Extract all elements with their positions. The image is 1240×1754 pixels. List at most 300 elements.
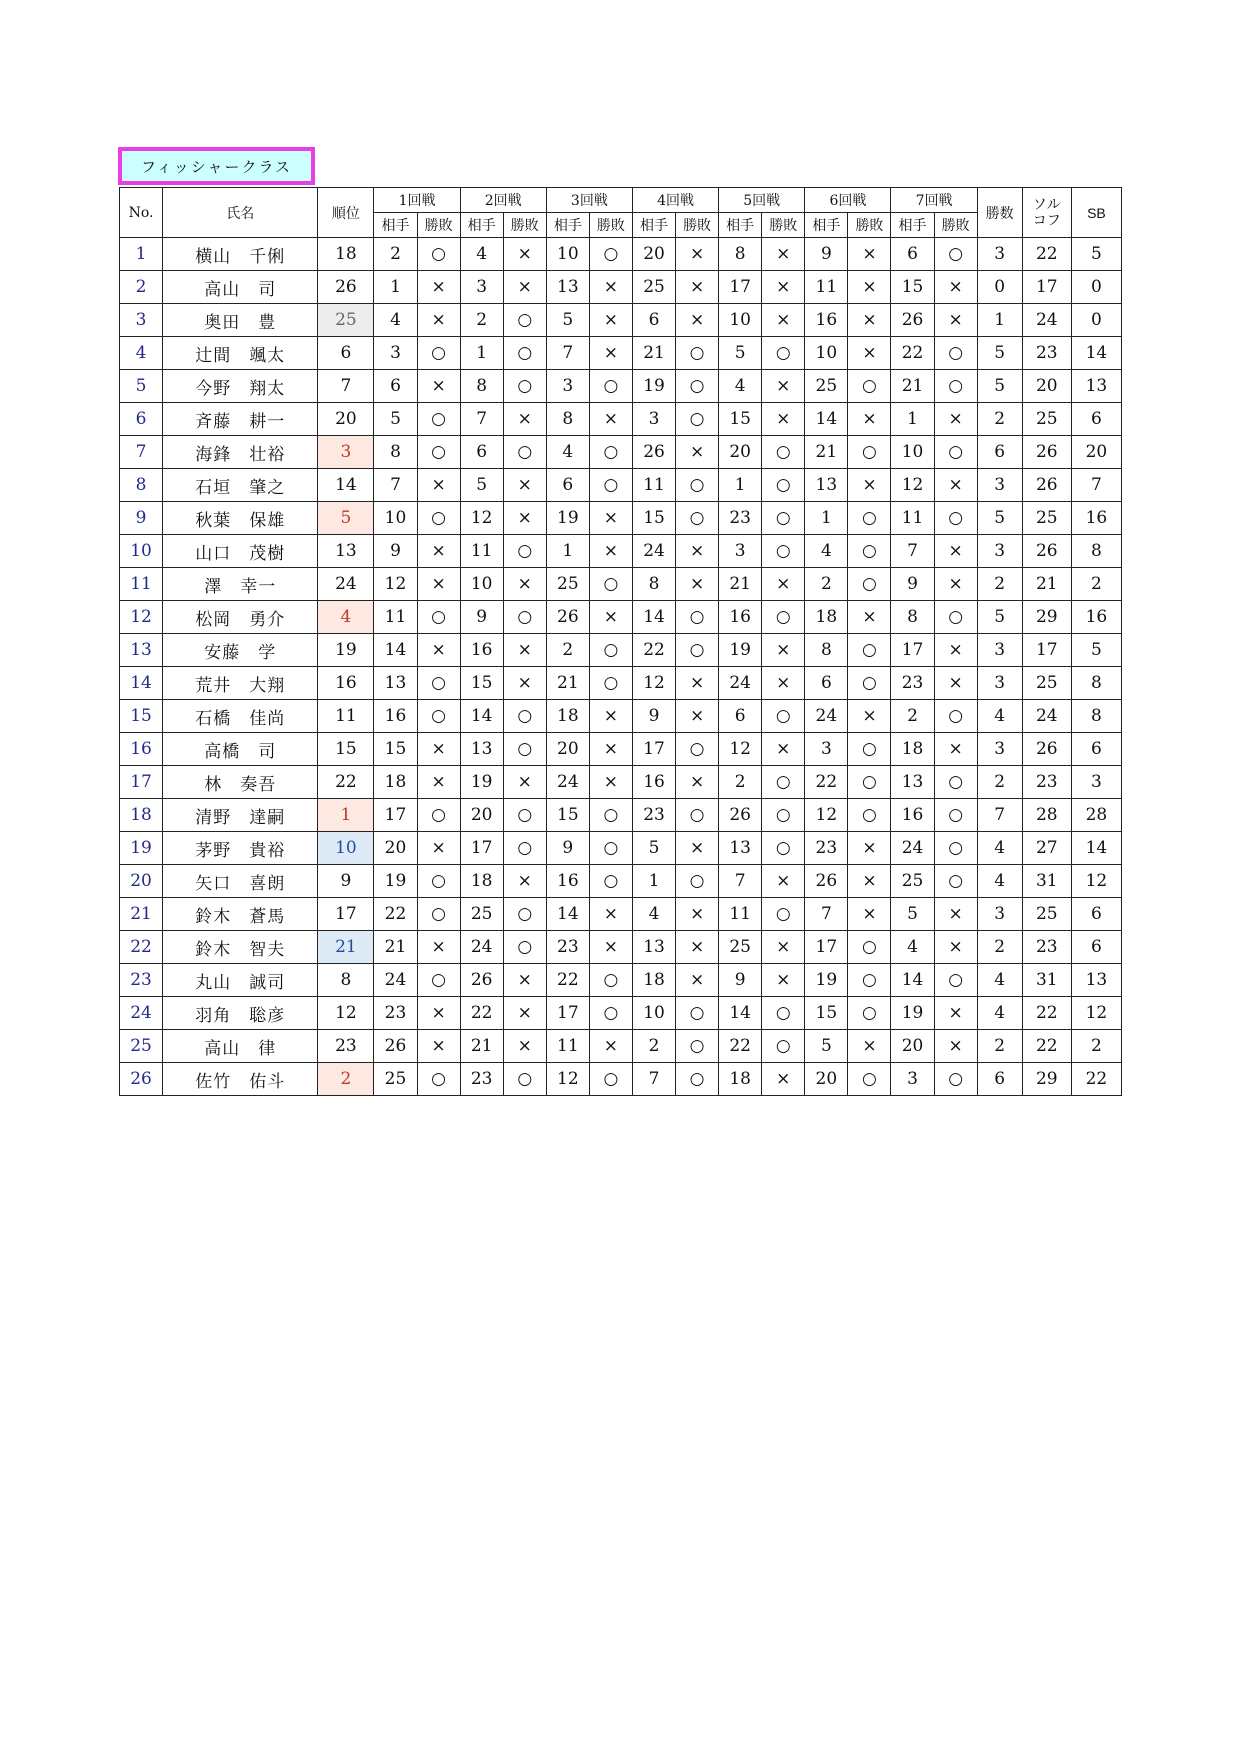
player-solkoff: 24	[1022, 304, 1071, 337]
round-3-result: ×	[589, 1030, 632, 1063]
player-number: 26	[120, 1063, 163, 1096]
player-solkoff: 22	[1022, 1030, 1071, 1063]
round-6-result: ○	[848, 799, 891, 832]
player-number: 12	[120, 601, 163, 634]
round-1-opponent: 12	[374, 568, 417, 601]
player-number: 17	[120, 766, 163, 799]
round-5-result: ×	[762, 568, 805, 601]
player-solkoff: 25	[1022, 502, 1071, 535]
round-4-opponent: 22	[632, 634, 675, 667]
round-5-opponent: 22	[719, 1030, 762, 1063]
table-row	[120, 634, 1122, 667]
table-header	[120, 188, 1122, 238]
round-3-result: ○	[589, 370, 632, 403]
round-3-opponent: 6	[546, 469, 589, 502]
round-7-result: ○	[934, 337, 977, 370]
round-3-opponent: 14	[546, 898, 589, 931]
player-number: 21	[120, 898, 163, 931]
round-7-result: ×	[934, 931, 977, 964]
round-6-result: ×	[848, 271, 891, 304]
player-rank: 8	[318, 964, 374, 997]
player-sb: 12	[1071, 997, 1121, 1030]
round-6-opponent: 20	[805, 1063, 848, 1096]
round-3-result: ×	[589, 733, 632, 766]
header-opponent: 相手	[891, 213, 934, 238]
player-name: 山口 茂樹	[163, 535, 318, 568]
round-3-opponent: 12	[546, 1063, 589, 1096]
round-4-opponent: 15	[632, 502, 675, 535]
round-2-opponent: 18	[460, 865, 503, 898]
round-2-result: ×	[503, 271, 546, 304]
round-1-result: ○	[417, 436, 460, 469]
round-4-opponent: 8	[632, 568, 675, 601]
player-name: 海鋒 壮裕	[163, 436, 318, 469]
player-rank: 18	[318, 238, 374, 271]
round-3-opponent: 1	[546, 535, 589, 568]
header-opponent: 相手	[805, 213, 848, 238]
table-row	[120, 1063, 1122, 1096]
round-7-opponent: 19	[891, 997, 934, 1030]
player-rank: 6	[318, 337, 374, 370]
round-7-result: ×	[934, 634, 977, 667]
player-rank: 7	[318, 370, 374, 403]
player-sb: 13	[1071, 370, 1121, 403]
round-4-opponent: 9	[632, 700, 675, 733]
player-name: 鈴木 蒼馬	[163, 898, 318, 931]
player-rank: 5	[318, 502, 374, 535]
round-2-result: ○	[503, 700, 546, 733]
header-round-3: 3回戦	[546, 188, 632, 213]
round-3-result: ×	[589, 601, 632, 634]
round-4-opponent: 2	[632, 1030, 675, 1063]
round-2-result: ×	[503, 1030, 546, 1063]
player-solkoff: 27	[1022, 832, 1071, 865]
player-solkoff: 26	[1022, 733, 1071, 766]
round-1-opponent: 5	[374, 403, 417, 436]
player-rank: 15	[318, 733, 374, 766]
round-7-opponent: 25	[891, 865, 934, 898]
round-7-opponent: 9	[891, 568, 934, 601]
player-rank: 20	[318, 403, 374, 436]
player-rank: 3	[318, 436, 374, 469]
round-1-opponent: 15	[374, 733, 417, 766]
header-result: 勝敗	[762, 213, 805, 238]
player-wins: 4	[977, 832, 1022, 865]
player-wins: 3	[977, 238, 1022, 271]
round-7-opponent: 7	[891, 535, 934, 568]
header-round-7: 7回戦	[891, 188, 977, 213]
player-sb: 0	[1071, 271, 1121, 304]
header-opponent: 相手	[460, 213, 503, 238]
player-number: 15	[120, 700, 163, 733]
round-7-opponent: 8	[891, 601, 934, 634]
header-result: 勝敗	[934, 213, 977, 238]
round-7-result: ○	[934, 799, 977, 832]
round-3-opponent: 5	[546, 304, 589, 337]
round-4-opponent: 12	[632, 667, 675, 700]
player-wins: 0	[977, 271, 1022, 304]
player-solkoff: 17	[1022, 634, 1071, 667]
round-2-opponent: 23	[460, 1063, 503, 1096]
round-7-result: ×	[934, 469, 977, 502]
player-solkoff: 20	[1022, 370, 1071, 403]
round-3-opponent: 7	[546, 337, 589, 370]
round-4-result: ○	[676, 1030, 719, 1063]
player-sb: 8	[1071, 535, 1121, 568]
round-4-result: ○	[676, 799, 719, 832]
round-1-result: ○	[417, 502, 460, 535]
player-sb: 13	[1071, 964, 1121, 997]
player-solkoff: 25	[1022, 898, 1071, 931]
player-sb: 5	[1071, 238, 1121, 271]
round-1-result: ○	[417, 238, 460, 271]
round-1-opponent: 3	[374, 337, 417, 370]
round-5-result: ○	[762, 469, 805, 502]
header-opponent: 相手	[546, 213, 589, 238]
round-4-result: ×	[676, 238, 719, 271]
round-3-opponent: 26	[546, 601, 589, 634]
round-7-opponent: 6	[891, 238, 934, 271]
player-name: 辻間 颯太	[163, 337, 318, 370]
round-2-result: ×	[503, 997, 546, 1030]
round-3-opponent: 20	[546, 733, 589, 766]
round-3-opponent: 19	[546, 502, 589, 535]
round-7-result: ×	[934, 403, 977, 436]
round-1-opponent: 19	[374, 865, 417, 898]
round-6-opponent: 13	[805, 469, 848, 502]
round-4-opponent: 26	[632, 436, 675, 469]
round-3-opponent: 17	[546, 997, 589, 1030]
header-round-1: 1回戦	[374, 188, 460, 213]
player-name: 奥田 豊	[163, 304, 318, 337]
table-row	[120, 733, 1122, 766]
round-4-opponent: 25	[632, 271, 675, 304]
player-solkoff: 25	[1022, 403, 1071, 436]
round-2-opponent: 9	[460, 601, 503, 634]
round-5-result: ×	[762, 370, 805, 403]
round-1-result: ○	[417, 601, 460, 634]
player-name: 林 奏吾	[163, 766, 318, 799]
round-7-opponent: 20	[891, 1030, 934, 1063]
player-number: 6	[120, 403, 163, 436]
player-name: 今野 翔太	[163, 370, 318, 403]
round-4-result: ×	[676, 766, 719, 799]
round-1-opponent: 13	[374, 667, 417, 700]
round-5-opponent: 1	[719, 469, 762, 502]
player-name: 横山 千俐	[163, 238, 318, 271]
round-7-result: ×	[934, 997, 977, 1030]
table-row	[120, 370, 1122, 403]
round-2-result: ×	[503, 667, 546, 700]
player-sb: 6	[1071, 898, 1121, 931]
round-1-result: ×	[417, 733, 460, 766]
player-rank: 21	[318, 931, 374, 964]
round-5-opponent: 24	[719, 667, 762, 700]
round-2-opponent: 16	[460, 634, 503, 667]
round-5-opponent: 21	[719, 568, 762, 601]
round-7-result: ×	[934, 1030, 977, 1063]
round-2-result: ○	[503, 535, 546, 568]
round-5-result: ○	[762, 799, 805, 832]
player-name: 高山 司	[163, 271, 318, 304]
player-solkoff: 23	[1022, 337, 1071, 370]
header-rank: 順位	[318, 188, 374, 238]
header-round-4: 4回戦	[632, 188, 718, 213]
round-1-result: ×	[417, 997, 460, 1030]
round-6-opponent: 12	[805, 799, 848, 832]
round-3-opponent: 18	[546, 700, 589, 733]
round-6-result: ×	[848, 403, 891, 436]
round-7-result: ○	[934, 964, 977, 997]
player-name: 佐竹 佑斗	[163, 1063, 318, 1096]
player-sb: 16	[1071, 601, 1121, 634]
round-6-result: ○	[848, 931, 891, 964]
round-4-opponent: 5	[632, 832, 675, 865]
round-6-opponent: 8	[805, 634, 848, 667]
round-5-result: ○	[762, 337, 805, 370]
round-4-opponent: 1	[632, 865, 675, 898]
round-3-result: ×	[589, 337, 632, 370]
player-number: 1	[120, 238, 163, 271]
round-1-result: ○	[417, 898, 460, 931]
round-1-opponent: 14	[374, 634, 417, 667]
round-4-opponent: 24	[632, 535, 675, 568]
round-3-result: ○	[589, 667, 632, 700]
round-3-result: ×	[589, 271, 632, 304]
round-6-result: ○	[848, 436, 891, 469]
player-solkoff: 21	[1022, 568, 1071, 601]
player-name: 石橋 佳尚	[163, 700, 318, 733]
player-sb: 20	[1071, 436, 1121, 469]
round-1-result: ○	[417, 667, 460, 700]
round-3-opponent: 16	[546, 865, 589, 898]
table-row	[120, 568, 1122, 601]
round-1-result: ○	[417, 865, 460, 898]
round-3-opponent: 22	[546, 964, 589, 997]
player-sb: 2	[1071, 1030, 1121, 1063]
header-round-5: 5回戦	[719, 188, 805, 213]
round-5-opponent: 25	[719, 931, 762, 964]
table-row	[120, 502, 1122, 535]
round-6-opponent: 5	[805, 1030, 848, 1063]
player-wins: 2	[977, 403, 1022, 436]
table-body	[120, 238, 1122, 1096]
round-4-opponent: 3	[632, 403, 675, 436]
player-wins: 4	[977, 700, 1022, 733]
round-1-result: ×	[417, 370, 460, 403]
round-5-result: ×	[762, 271, 805, 304]
round-2-opponent: 24	[460, 931, 503, 964]
round-2-result: ×	[503, 568, 546, 601]
round-6-result: ×	[848, 601, 891, 634]
round-6-result: ○	[848, 964, 891, 997]
round-1-result: ×	[417, 535, 460, 568]
round-5-opponent: 4	[719, 370, 762, 403]
round-5-opponent: 20	[719, 436, 762, 469]
round-7-result: ○	[934, 601, 977, 634]
round-4-opponent: 7	[632, 1063, 675, 1096]
player-name: 秋葉 保雄	[163, 502, 318, 535]
player-sb: 8	[1071, 700, 1121, 733]
results-table	[119, 187, 1122, 1096]
round-7-result: ○	[934, 502, 977, 535]
player-sb: 5	[1071, 634, 1121, 667]
player-rank: 11	[318, 700, 374, 733]
round-1-opponent: 18	[374, 766, 417, 799]
player-name: 清野 達嗣	[163, 799, 318, 832]
round-3-result: ○	[589, 865, 632, 898]
round-3-result: ○	[589, 997, 632, 1030]
round-5-opponent: 6	[719, 700, 762, 733]
player-number: 11	[120, 568, 163, 601]
round-3-result: ×	[589, 304, 632, 337]
player-solkoff: 28	[1022, 799, 1071, 832]
round-2-result: ×	[503, 634, 546, 667]
round-4-result: ×	[676, 568, 719, 601]
round-7-opponent: 24	[891, 832, 934, 865]
table-row	[120, 931, 1122, 964]
round-2-opponent: 26	[460, 964, 503, 997]
player-sb: 14	[1071, 832, 1121, 865]
table-row	[120, 436, 1122, 469]
header-result: 勝敗	[503, 213, 546, 238]
round-2-result: ○	[503, 1063, 546, 1096]
header-result: 勝敗	[417, 213, 460, 238]
round-3-result: ○	[589, 238, 632, 271]
player-number: 9	[120, 502, 163, 535]
player-rank: 10	[318, 832, 374, 865]
round-7-opponent: 26	[891, 304, 934, 337]
round-2-opponent: 12	[460, 502, 503, 535]
player-number: 10	[120, 535, 163, 568]
round-2-result: ×	[503, 964, 546, 997]
round-1-opponent: 10	[374, 502, 417, 535]
round-2-opponent: 7	[460, 403, 503, 436]
round-7-opponent: 14	[891, 964, 934, 997]
round-1-result: ○	[417, 799, 460, 832]
round-4-result: ○	[676, 502, 719, 535]
round-7-opponent: 22	[891, 337, 934, 370]
round-5-opponent: 15	[719, 403, 762, 436]
round-2-result: ×	[503, 766, 546, 799]
round-4-result: ×	[676, 700, 719, 733]
player-sb: 7	[1071, 469, 1121, 502]
round-1-opponent: 1	[374, 271, 417, 304]
player-solkoff: 26	[1022, 535, 1071, 568]
round-1-result: ○	[417, 964, 460, 997]
round-4-result: ○	[676, 997, 719, 1030]
round-7-result: ○	[934, 436, 977, 469]
player-name: 澤 幸一	[163, 568, 318, 601]
player-rank: 12	[318, 997, 374, 1030]
table-row	[120, 832, 1122, 865]
header-sb: SB	[1071, 188, 1121, 238]
table-row	[120, 238, 1122, 271]
round-5-result: ×	[762, 931, 805, 964]
player-rank: 9	[318, 865, 374, 898]
player-wins: 4	[977, 865, 1022, 898]
player-number: 19	[120, 832, 163, 865]
player-number: 22	[120, 931, 163, 964]
player-number: 2	[120, 271, 163, 304]
round-7-result: ○	[934, 700, 977, 733]
round-5-opponent: 5	[719, 337, 762, 370]
round-6-result: ○	[848, 733, 891, 766]
round-3-opponent: 11	[546, 1030, 589, 1063]
player-wins: 2	[977, 931, 1022, 964]
player-number: 5	[120, 370, 163, 403]
round-6-result: ○	[848, 535, 891, 568]
round-2-result: ○	[503, 931, 546, 964]
player-solkoff: 23	[1022, 766, 1071, 799]
player-rank: 13	[318, 535, 374, 568]
round-6-opponent: 6	[805, 667, 848, 700]
round-6-result: ○	[848, 997, 891, 1030]
player-number: 7	[120, 436, 163, 469]
player-name: 松岡 勇介	[163, 601, 318, 634]
round-3-result: ×	[589, 700, 632, 733]
round-3-result: ×	[589, 535, 632, 568]
round-4-opponent: 23	[632, 799, 675, 832]
round-6-result: ×	[848, 1030, 891, 1063]
round-5-opponent: 16	[719, 601, 762, 634]
round-2-result: ×	[503, 865, 546, 898]
player-number: 14	[120, 667, 163, 700]
round-2-opponent: 20	[460, 799, 503, 832]
round-5-opponent: 26	[719, 799, 762, 832]
round-6-result: ×	[848, 700, 891, 733]
player-wins: 5	[977, 337, 1022, 370]
round-6-result: ○	[848, 667, 891, 700]
round-4-result: ×	[676, 832, 719, 865]
player-wins: 4	[977, 997, 1022, 1030]
round-5-result: ○	[762, 766, 805, 799]
round-4-result: ○	[676, 337, 719, 370]
round-4-opponent: 4	[632, 898, 675, 931]
round-5-opponent: 7	[719, 865, 762, 898]
round-2-opponent: 3	[460, 271, 503, 304]
round-4-result: ○	[676, 865, 719, 898]
header-opponent: 相手	[632, 213, 675, 238]
round-5-result: ○	[762, 436, 805, 469]
round-5-opponent: 19	[719, 634, 762, 667]
round-4-opponent: 18	[632, 964, 675, 997]
round-3-result: ○	[589, 568, 632, 601]
header-round-6: 6回戦	[805, 188, 891, 213]
round-3-result: ○	[589, 799, 632, 832]
round-5-opponent: 13	[719, 832, 762, 865]
player-solkoff: 26	[1022, 469, 1071, 502]
round-7-result: ○	[934, 370, 977, 403]
player-rank: 19	[318, 634, 374, 667]
round-4-result: ×	[676, 898, 719, 931]
round-2-result: ○	[503, 733, 546, 766]
round-6-opponent: 15	[805, 997, 848, 1030]
round-1-opponent: 25	[374, 1063, 417, 1096]
player-name: 茅野 貴裕	[163, 832, 318, 865]
round-6-result: ○	[848, 568, 891, 601]
round-2-opponent: 5	[460, 469, 503, 502]
round-1-result: ×	[417, 634, 460, 667]
round-3-opponent: 8	[546, 403, 589, 436]
round-7-opponent: 12	[891, 469, 934, 502]
player-sb: 22	[1071, 1063, 1121, 1096]
round-1-result: ×	[417, 766, 460, 799]
round-1-result: ×	[417, 304, 460, 337]
player-rank: 22	[318, 766, 374, 799]
round-4-opponent: 19	[632, 370, 675, 403]
round-5-opponent: 3	[719, 535, 762, 568]
